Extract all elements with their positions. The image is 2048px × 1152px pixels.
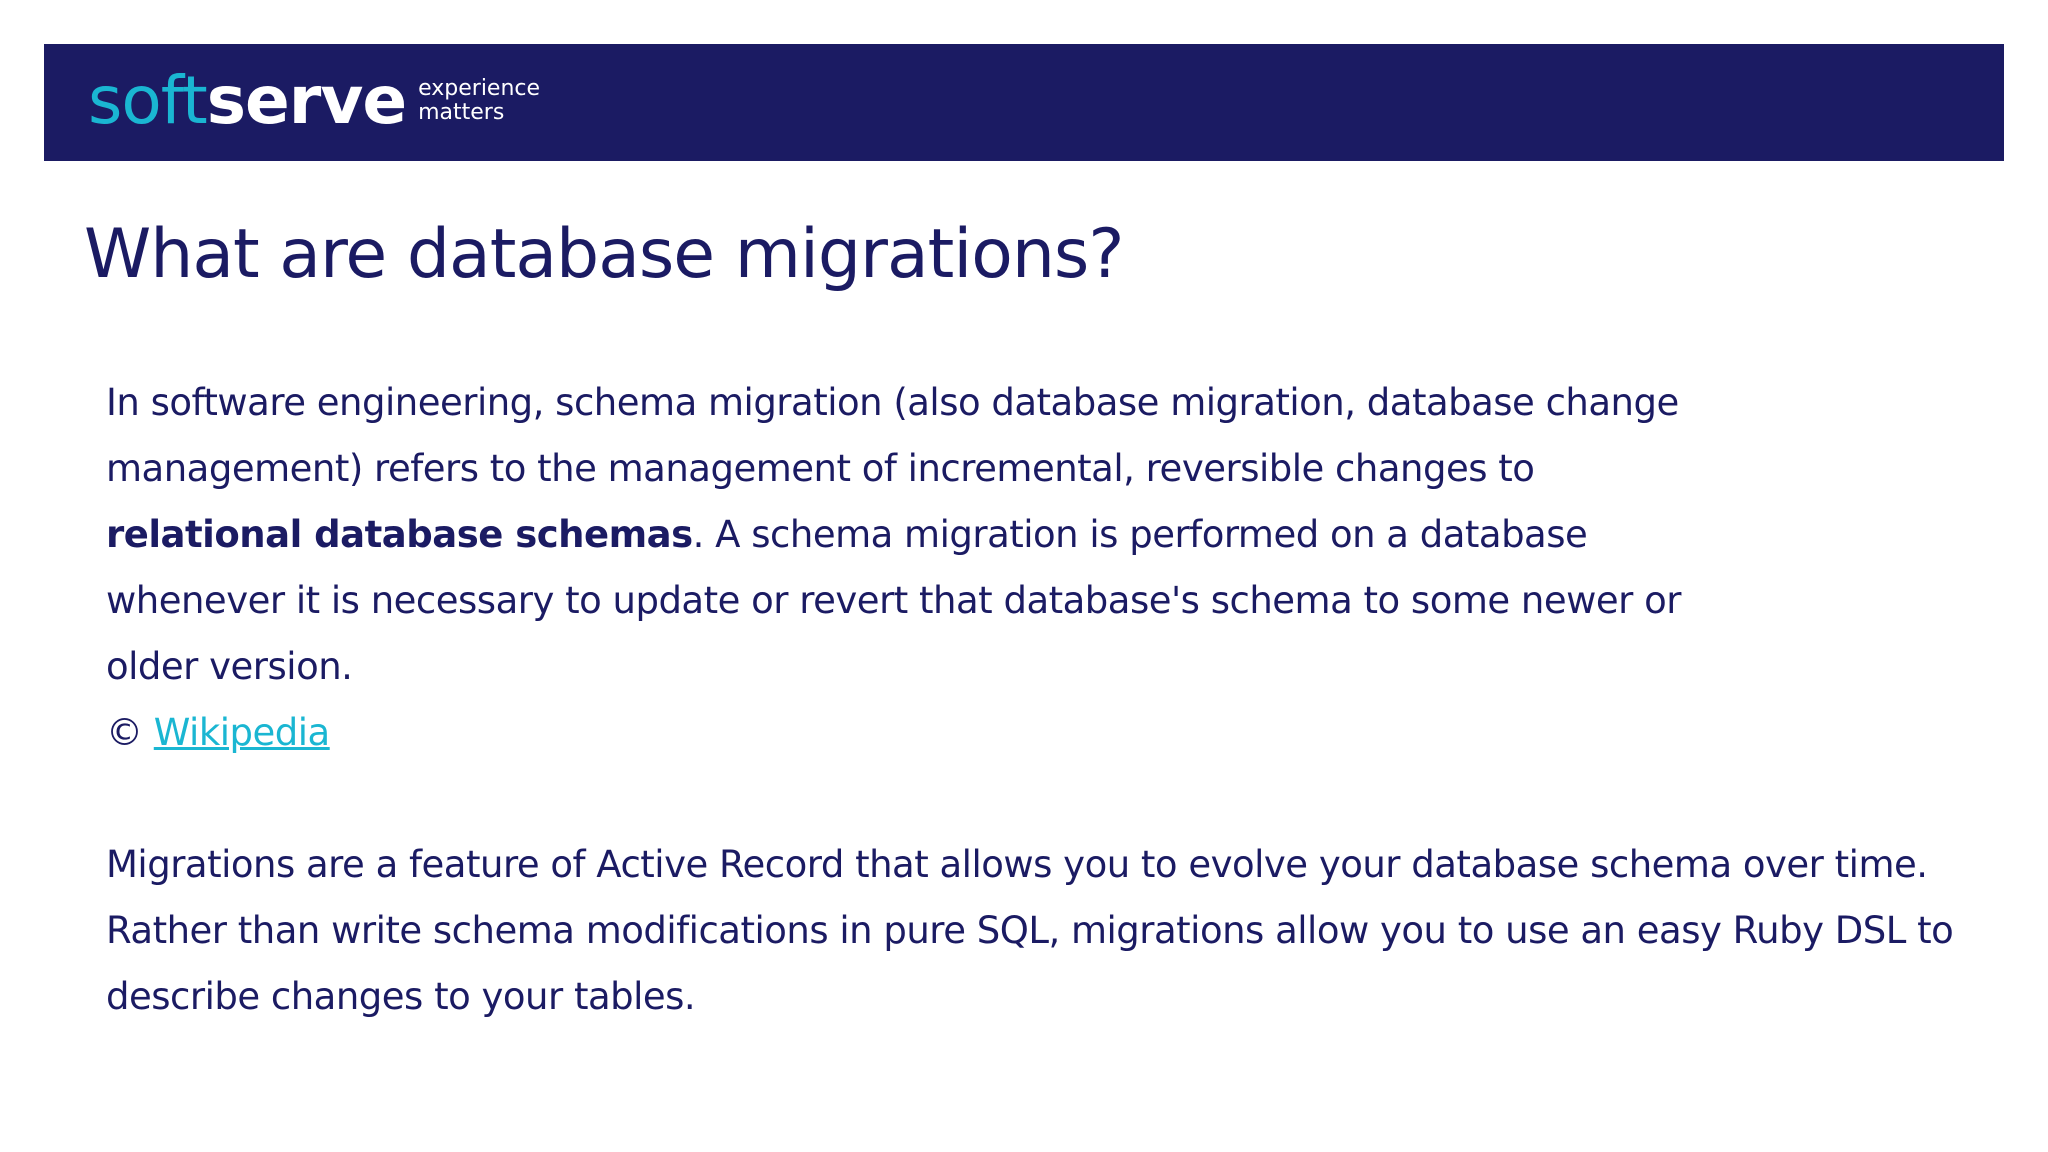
active-record-line-3: describe changes to your tables.: [106, 975, 696, 1018]
active-record-paragraph: [106, 832, 2006, 1030]
source-line: [106, 700, 1706, 766]
wikipedia-link[interactable]: Wikipedia: [153, 711, 330, 754]
definition-line-3-rest: . A schema migration is performed on a database: [692, 513, 1588, 556]
softserve-logo: [88, 62, 541, 139]
active-record-line-2: Rather than write schema modifications in pure SQL, migrations allow you to use an easy Ruby DSL to: [106, 909, 1954, 952]
slide-title: What are database migrations?: [84, 215, 1124, 294]
logo-soft-text: soft: [88, 62, 207, 139]
logo-tagline: [418, 77, 540, 125]
logo-serve-text: serve: [206, 62, 407, 139]
active-record-line-1: Migrations are a feature of Active Record that allows you to evolve your database schema over time.: [106, 843, 1928, 886]
bold-term: relational database schemas: [106, 513, 693, 556]
tagline-line-1: experience: [418, 76, 541, 101]
definition-line-2: management) refers to the management of incremental, reversible changes to: [106, 447, 1535, 490]
definition-line-5: older version.: [106, 645, 353, 688]
definition-line-3: [106, 502, 1706, 568]
tagline-line-2: matters: [418, 100, 505, 125]
header-bar: [44, 44, 2004, 161]
copyright-symbol: ©: [106, 711, 143, 754]
definition-line-1: In software engineering, schema migration (also database migration, database change: [106, 381, 1679, 424]
definition-line-4: whenever it is necessary to update or revert that database's schema to some newer or: [106, 579, 1681, 622]
definition-paragraph: [106, 370, 1706, 766]
